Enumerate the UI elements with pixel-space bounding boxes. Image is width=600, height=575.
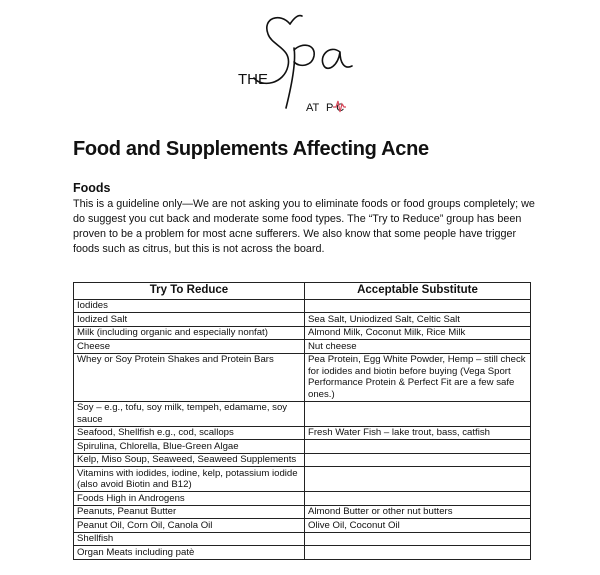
cell-acceptable-substitute: Almond Butter or other nut butters bbox=[305, 505, 531, 519]
header-try-to-reduce: Try To Reduce bbox=[74, 283, 305, 300]
table-row bbox=[74, 492, 531, 506]
cell-try-to-reduce: Whey or Soy Protein Shakes and Protein Bars bbox=[74, 353, 305, 401]
header-acceptable-substitute: Acceptable Substitute bbox=[305, 283, 531, 300]
table-row bbox=[74, 353, 531, 401]
table-row bbox=[74, 546, 531, 560]
cell-acceptable-substitute: Almond Milk, Coconut Milk, Rice Milk bbox=[305, 326, 531, 340]
cell-try-to-reduce: Spirulina, Chlorella, Blue-Green Algae bbox=[74, 440, 305, 454]
cell-acceptable-substitute bbox=[305, 453, 531, 467]
table-row bbox=[74, 505, 531, 519]
logo-graphic bbox=[232, 4, 372, 122]
cell-try-to-reduce: Cheese bbox=[74, 340, 305, 354]
table-body bbox=[74, 299, 531, 559]
cell-acceptable-substitute: Fresh Water Fish – lake trout, bass, catfish bbox=[305, 426, 531, 440]
table-header-row bbox=[74, 283, 531, 300]
cell-try-to-reduce: Foods High in Androgens bbox=[74, 492, 305, 506]
cell-acceptable-substitute bbox=[305, 532, 531, 546]
table-row bbox=[74, 519, 531, 533]
section-heading-foods: Foods bbox=[73, 181, 111, 195]
table-row bbox=[74, 532, 531, 546]
table-row bbox=[74, 467, 531, 492]
table-row bbox=[74, 340, 531, 354]
cell-try-to-reduce: Soy – e.g., tofu, soy milk, tempeh, edamame, soy sauce bbox=[74, 401, 305, 426]
cell-acceptable-substitute bbox=[305, 546, 531, 560]
cell-acceptable-substitute: Olive Oil, Coconut Oil bbox=[305, 519, 531, 533]
cell-try-to-reduce: Peanut Oil, Corn Oil, Canola Oil bbox=[74, 519, 305, 533]
cell-acceptable-substitute: Nut cheese bbox=[305, 340, 531, 354]
table-row bbox=[74, 401, 531, 426]
logo-pc-text: P C bbox=[326, 102, 345, 114]
cell-acceptable-substitute bbox=[305, 467, 531, 492]
cell-acceptable-substitute bbox=[305, 401, 531, 426]
cell-try-to-reduce: Peanuts, Peanut Butter bbox=[74, 505, 305, 519]
cell-acceptable-substitute bbox=[305, 492, 531, 506]
cell-try-to-reduce: Iodides bbox=[74, 299, 305, 313]
spa-logo bbox=[232, 4, 372, 122]
cell-try-to-reduce: Iodized Salt bbox=[74, 313, 305, 327]
cell-try-to-reduce: Organ Meats including patè bbox=[74, 546, 305, 560]
cell-acceptable-substitute bbox=[305, 299, 531, 313]
cell-try-to-reduce: Vitamins with iodides, iodine, kelp, potassium iodide (also avoid Biotin and B12) bbox=[74, 467, 305, 492]
cell-acceptable-substitute: Sea Salt, Uniodized Salt, Celtic Salt bbox=[305, 313, 531, 327]
table-row bbox=[74, 426, 531, 440]
intro-paragraph: This is a guideline only—We are not asking you to eliminate foods or food groups completely; we do suggest you cut back and moderate some food types. The “Try to Reduce” group has been proven to be a problem for most acne sufferers. We also know that some people have trigger foods such as citrus, but this is not across the board. bbox=[73, 198, 535, 255]
table-row bbox=[74, 453, 531, 467]
cell-acceptable-substitute bbox=[305, 440, 531, 454]
logo-the-text: THE bbox=[238, 71, 268, 88]
logo-at-text: AT bbox=[306, 102, 320, 114]
page-title: Food and Supplements Affecting Acne bbox=[73, 138, 429, 160]
cell-try-to-reduce: Milk (including organic and especially nonfat) bbox=[74, 326, 305, 340]
cell-try-to-reduce: Shellfish bbox=[74, 532, 305, 546]
cell-try-to-reduce: Kelp, Miso Soup, Seaweed, Seaweed Supplements bbox=[74, 453, 305, 467]
table-row bbox=[74, 299, 531, 313]
cell-try-to-reduce: Seafood, Shellfish e.g., cod, scallops bbox=[74, 426, 305, 440]
food-table bbox=[73, 282, 531, 560]
table-row bbox=[74, 326, 531, 340]
table-row bbox=[74, 440, 531, 454]
cell-acceptable-substitute: Pea Protein, Egg White Powder, Hemp – still check for iodides and biotin before buying (Vega Sport Performance Protein & Perfect Fit are a few safe ones.) bbox=[305, 353, 531, 401]
table-row bbox=[74, 313, 531, 327]
